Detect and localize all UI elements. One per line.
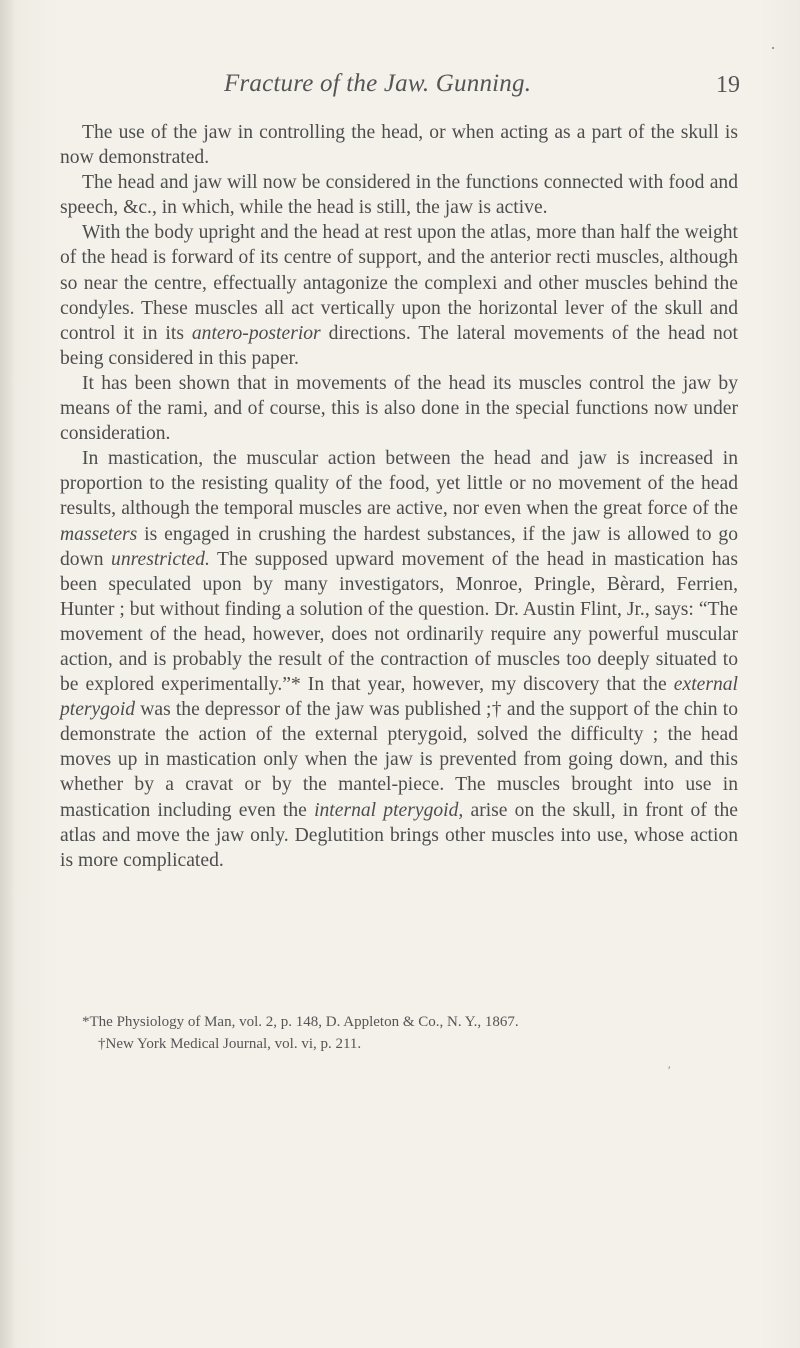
footnotes — [60, 1011, 738, 1055]
emphasis-external-pterygoid: external pterygoid — [60, 674, 738, 721]
paragraph-5-text-e: arise on the skull, in front of the atlas and move the jaw only. Deglutition brings other muscles into use, whose action is more complicated. — [60, 799, 738, 871]
page-gutter-shadow — [0, 0, 14, 1348]
paragraph-5-text-d: was the depressor of the jaw was published ;† and the support of the chin to demonstrate the action of the external pterygoid, solved the difficulty ; the head moves up in mastication only when the jaw is prevented from going down, and this whether by a cravat or by the mantel-piece. The muscles brought into use in mastication including even the — [60, 699, 738, 821]
paragraph-2: The head and jaw will now be considered in the functions connected with food and speech, &c., in which, while the head is still, the jaw is active. — [60, 172, 738, 219]
paragraph-3-text-b: directions. The lateral movements of the head not being considered in this paper. — [60, 322, 738, 369]
emphasis-unrestricted: unrestricted. — [111, 548, 210, 570]
footnote-1: *The Physiology of Man, vol. 2, p. 148, D. Appleton & Co., N. Y., 1867. — [82, 1014, 519, 1030]
page-number: 19 — [716, 72, 740, 98]
emphasis-masseters: masseters — [60, 523, 138, 545]
paragraph-5-text-b: is engaged in crushing the hardest substances, if the jaw is allowed to go down — [60, 523, 738, 570]
paragraph-3-text-a: With the body upright and the head at rest upon the atlas, more than half the weight of the head is forward of its centre of support, and the anterior recti muscles, although so near the centre, effectually antagonize the complexi and other muscles behind the condyles. These muscles all act vertically upon the horizontal lever of the skull and control it in its — [60, 222, 738, 344]
body-text — [60, 120, 738, 873]
paragraph-5-text-a: In mastication, the muscular action between the head and jaw is increased in proportion to the resisting quality of the food, yet little or no movement of the head results, although the temporal muscles are active, nor even when the great force of the — [60, 448, 738, 520]
paragraph-5 — [60, 446, 738, 873]
emphasis-antero-posterior: antero-posterior — [191, 322, 321, 344]
footnote-2: †New York Medical Journal, vol. vi, p. 211. — [98, 1036, 362, 1052]
stray-print-mark: ′ — [668, 1063, 671, 1077]
page-header — [0, 70, 800, 110]
running-title: Fracture of the Jaw. Gunning. — [224, 70, 532, 97]
corner-mark: · — [770, 38, 776, 58]
emphasis-internal-pterygoid: internal pterygoid, — [314, 799, 464, 821]
paragraph-3 — [60, 220, 738, 371]
paragraph-4: It has been shown that in movements of the head its muscles control the jaw by means of the rami, and of course, this is also done in the special functions now under consideration. — [60, 372, 738, 445]
paragraph-5-text-c: The supposed upward movement of the head in mastication has been speculated upon by many investigators, Monroe, Pringle, Bèrard, Ferrien, Hunter ; but without finding a solution of the question. Dr. Austin Flint, Jr., says: “The movement of the head, however, does not ordinarily require any powerful muscular action, and is probably the result of the contraction of muscles too deeply situated to be explored experimentally.”* In that year, however, my discovery that the — [60, 548, 738, 696]
paragraph-1: The use of the jaw in controlling the head, or when acting as a part of the skull is now demonstrated. — [60, 122, 738, 169]
